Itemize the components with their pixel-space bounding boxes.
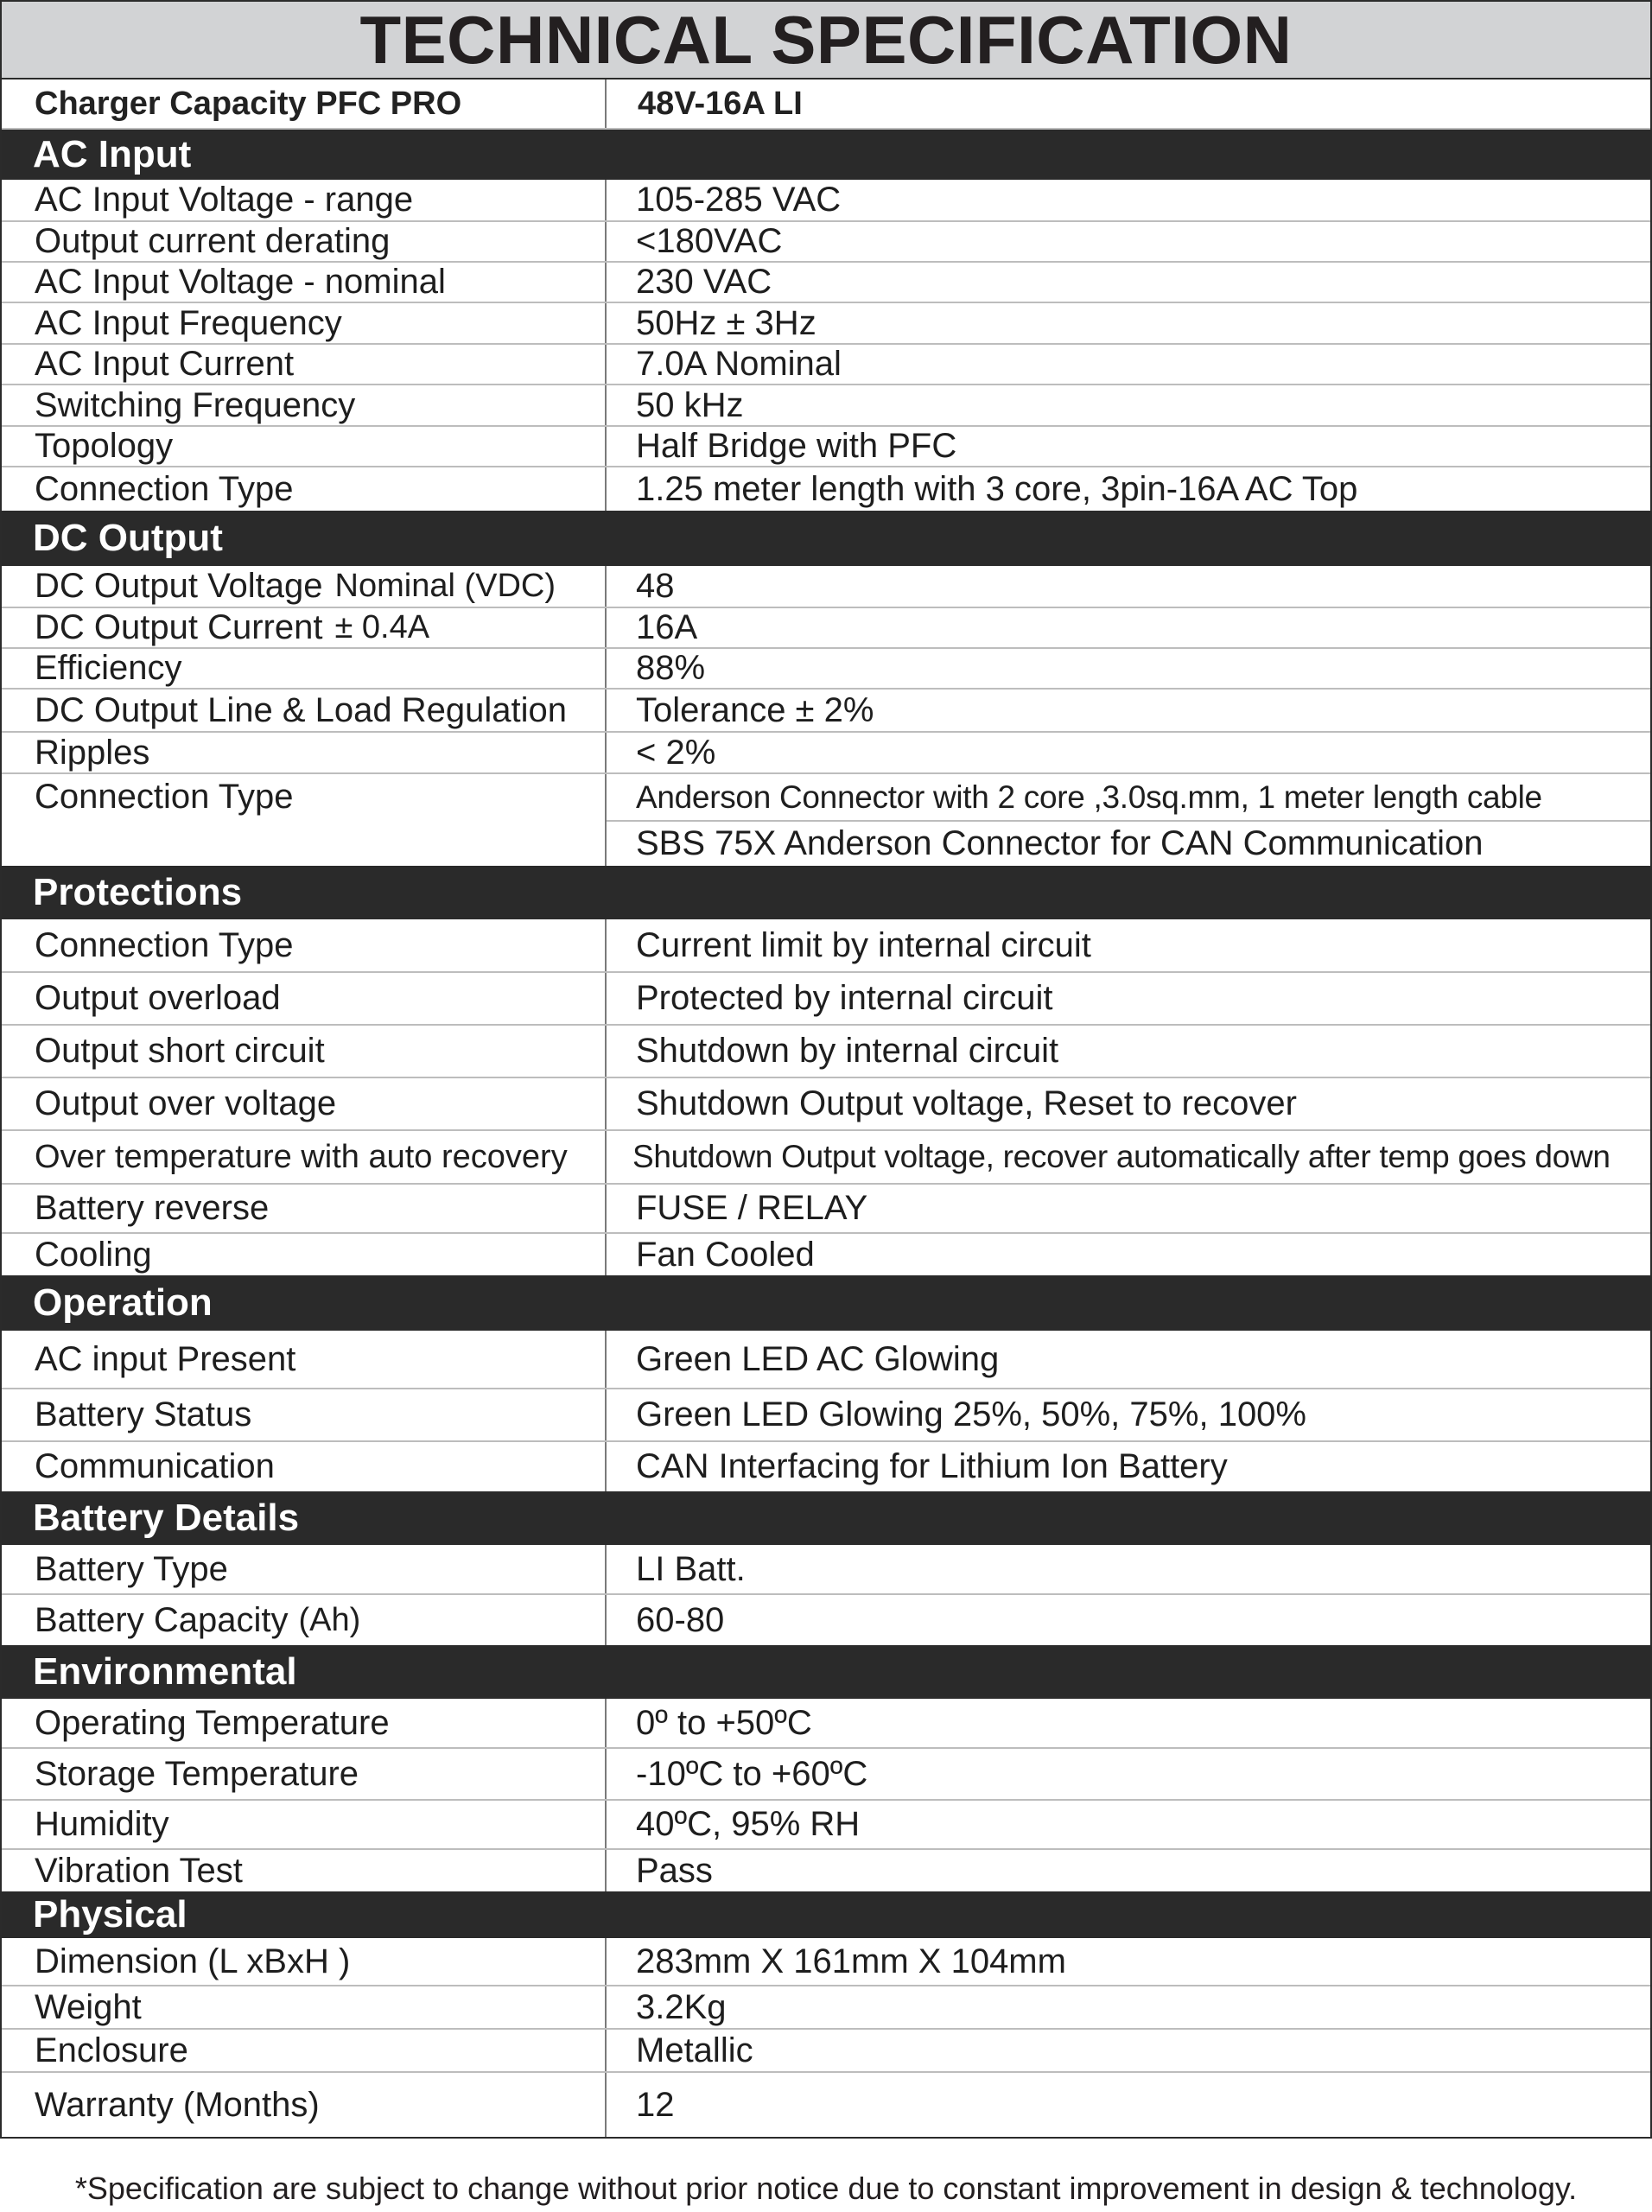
row-label [2, 566, 607, 607]
row-label: Dimension (L xBxH ) [2, 1938, 607, 1985]
table-row [2, 1331, 1650, 1389]
row-value: 230 VAC [636, 263, 772, 301]
row-value: 40ºC, 95% RH [636, 1805, 861, 1843]
table-row [2, 263, 1650, 303]
row-value: 60-80 [636, 1600, 725, 1639]
label-unit: ± 0.4A [334, 609, 430, 645]
section-battery-details: Battery Details [2, 1491, 1650, 1545]
row-value: Anderson Connector with 2 core ,3.0sq.mm, 1 meter length cable [636, 779, 1542, 815]
table-row [2, 1078, 1650, 1131]
section-operation: Operation [2, 1275, 1650, 1331]
table-row [2, 2030, 1650, 2073]
row-value: Green LED Glowing 25%, 50%, 75%, 100% [636, 1395, 1306, 1433]
table-row [2, 1749, 1650, 1801]
row-value: <180VAC [636, 222, 783, 260]
row-label: Enclosure [2, 2030, 607, 2071]
table-row [2, 566, 1650, 608]
table-row [2, 427, 1650, 467]
row-label: Connection Type [2, 467, 607, 511]
row-value: 3.2Kg [636, 1987, 727, 2026]
table-row [2, 1699, 1650, 1749]
row-label: Efficiency [2, 649, 607, 688]
table-row [2, 385, 1650, 427]
table-row [2, 919, 1650, 973]
row-label: Cooling [2, 1234, 607, 1275]
row-value: 48V-16A LI [638, 85, 803, 122]
row-value: -10ºC to +60ºC [636, 1754, 868, 1793]
row-label: Operating Temperature [2, 1699, 607, 1747]
row-label: Output overload [2, 973, 607, 1024]
row-value: 283mm X 161mm X 104mm [636, 1942, 1066, 1980]
table-row [2, 649, 1650, 690]
table-row [2, 222, 1650, 263]
row-label: Battery Status [2, 1389, 607, 1440]
table-row [2, 1938, 1650, 1986]
disclaimer-footnote: *Specification are subject to change without prior notice due to constant improvement in design & technology. [74, 2171, 1578, 2206]
table-row [2, 1850, 1650, 1891]
row-value: 88% [636, 649, 706, 687]
row-value: Shutdown Output voltage, Reset to recover [636, 1084, 1297, 1122]
row-label: Switching Frequency [2, 385, 607, 425]
row-label: Battery Type [2, 1545, 607, 1593]
row-value: Metallic [636, 2031, 753, 2069]
table-row [2, 1131, 1650, 1185]
row-value: LI Batt. [636, 1549, 746, 1588]
row-value: Shutdown Output voltage, recover automatically after temp goes down [632, 1139, 1611, 1174]
row-value: 0º to +50ºC [636, 1703, 812, 1742]
row-label: Weight [2, 1986, 607, 2028]
row-value-stack [607, 774, 1650, 866]
row-label: Connection Type [2, 774, 607, 866]
table-row [2, 1986, 1650, 2030]
row-label: AC input Present [2, 1331, 607, 1388]
row-value: < 2% [636, 733, 716, 772]
section-ac-input: AC Input [2, 130, 1650, 180]
label-text: DC Output Voltage [35, 567, 323, 605]
table-row [2, 345, 1650, 385]
row-value [607, 608, 1650, 647]
table-row [2, 1442, 1650, 1491]
row-label: AC Input Current [2, 345, 607, 384]
row-label: Warranty (Months) [2, 2073, 607, 2137]
charger-capacity-row [2, 79, 1650, 130]
row-label: Charger Capacity PFC PRO [2, 79, 607, 128]
row-label: Communication [2, 1442, 607, 1491]
row-label: AC Input Frequency [2, 303, 607, 343]
row-value: Shutdown by internal circuit [636, 1032, 1059, 1070]
row-value: Pass [636, 1851, 713, 1890]
label-text: Battery Capacity [35, 1600, 289, 1639]
row-label: DC Output Line & Load Regulation [2, 690, 607, 731]
row-label: Output over voltage [2, 1078, 607, 1129]
table-row [2, 303, 1650, 345]
row-label: Output short circuit [2, 1026, 607, 1077]
row-label: Vibration Test [2, 1850, 607, 1891]
table-row [2, 1595, 1650, 1645]
table-row [2, 2073, 1650, 2137]
row-value: SBS 75X Anderson Connector for CAN Communication [607, 820, 1650, 866]
row-value: Protected by internal circuit [636, 979, 1053, 1017]
row-label: AC Input Voltage - nominal [2, 263, 607, 302]
row-value: 7.0A Nominal [636, 345, 842, 383]
row-value: 105-285 VAC [636, 181, 842, 219]
row-label: Humidity [2, 1801, 607, 1848]
table-row [2, 1801, 1650, 1850]
row-label: Ripples [2, 733, 607, 772]
table-row [2, 608, 1650, 649]
section-protections: Protections [2, 866, 1650, 919]
row-label: AC Input Voltage - range [2, 180, 607, 220]
table-row [2, 774, 1650, 866]
table-row [2, 467, 1650, 511]
row-label: Connection Type [2, 919, 607, 971]
row-value: Current limit by internal circuit [636, 925, 1091, 964]
row-value: 12 [636, 2085, 675, 2124]
table-row [2, 1234, 1650, 1275]
row-value: FUSE / RELAY [636, 1189, 868, 1227]
table-row [2, 1389, 1650, 1442]
row-label: Storage Temperature [2, 1749, 607, 1799]
table-row [2, 1545, 1650, 1595]
table-row [2, 733, 1650, 774]
row-label [2, 608, 607, 647]
table-row [2, 1026, 1650, 1078]
page-title: TECHNICAL SPECIFICATION [2, 2, 1650, 79]
label-unit: (Ah) [298, 1601, 361, 1638]
row-value: Half Bridge with PFC [636, 427, 957, 465]
row-value: CAN Interfacing for Lithium Ion Battery [636, 1447, 1228, 1485]
row-label: Battery reverse [2, 1185, 607, 1232]
row-value: 50 kHz [636, 385, 744, 424]
row-value: 1.25 meter length with 3 core, 3pin-16A AC Top [636, 469, 1358, 508]
row-label: Topology [2, 427, 607, 466]
row-label: Output current derating [2, 222, 607, 261]
table-row [2, 690, 1650, 733]
section-physical: Physical [2, 1891, 1650, 1938]
table-row [2, 1185, 1650, 1234]
row-value: 48 [636, 567, 675, 605]
row-label [2, 1595, 607, 1645]
section-environmental: Environmental [2, 1645, 1650, 1699]
table-row [2, 180, 1650, 222]
row-label: Over temperature with auto recovery [2, 1131, 607, 1183]
row-value: Tolerance ± 2% [636, 690, 874, 729]
section-dc-output: DC Output [2, 511, 1650, 566]
table-row [2, 973, 1650, 1026]
label-unit: Nominal (VDC) [334, 568, 556, 604]
value-text: 16A [636, 608, 698, 646]
row-value: 50Hz ± 3Hz [636, 303, 816, 342]
label-text: DC Output Current [35, 608, 323, 646]
row-value: Fan Cooled [636, 1235, 815, 1274]
row-value: Green LED AC Glowing [636, 1339, 1000, 1378]
